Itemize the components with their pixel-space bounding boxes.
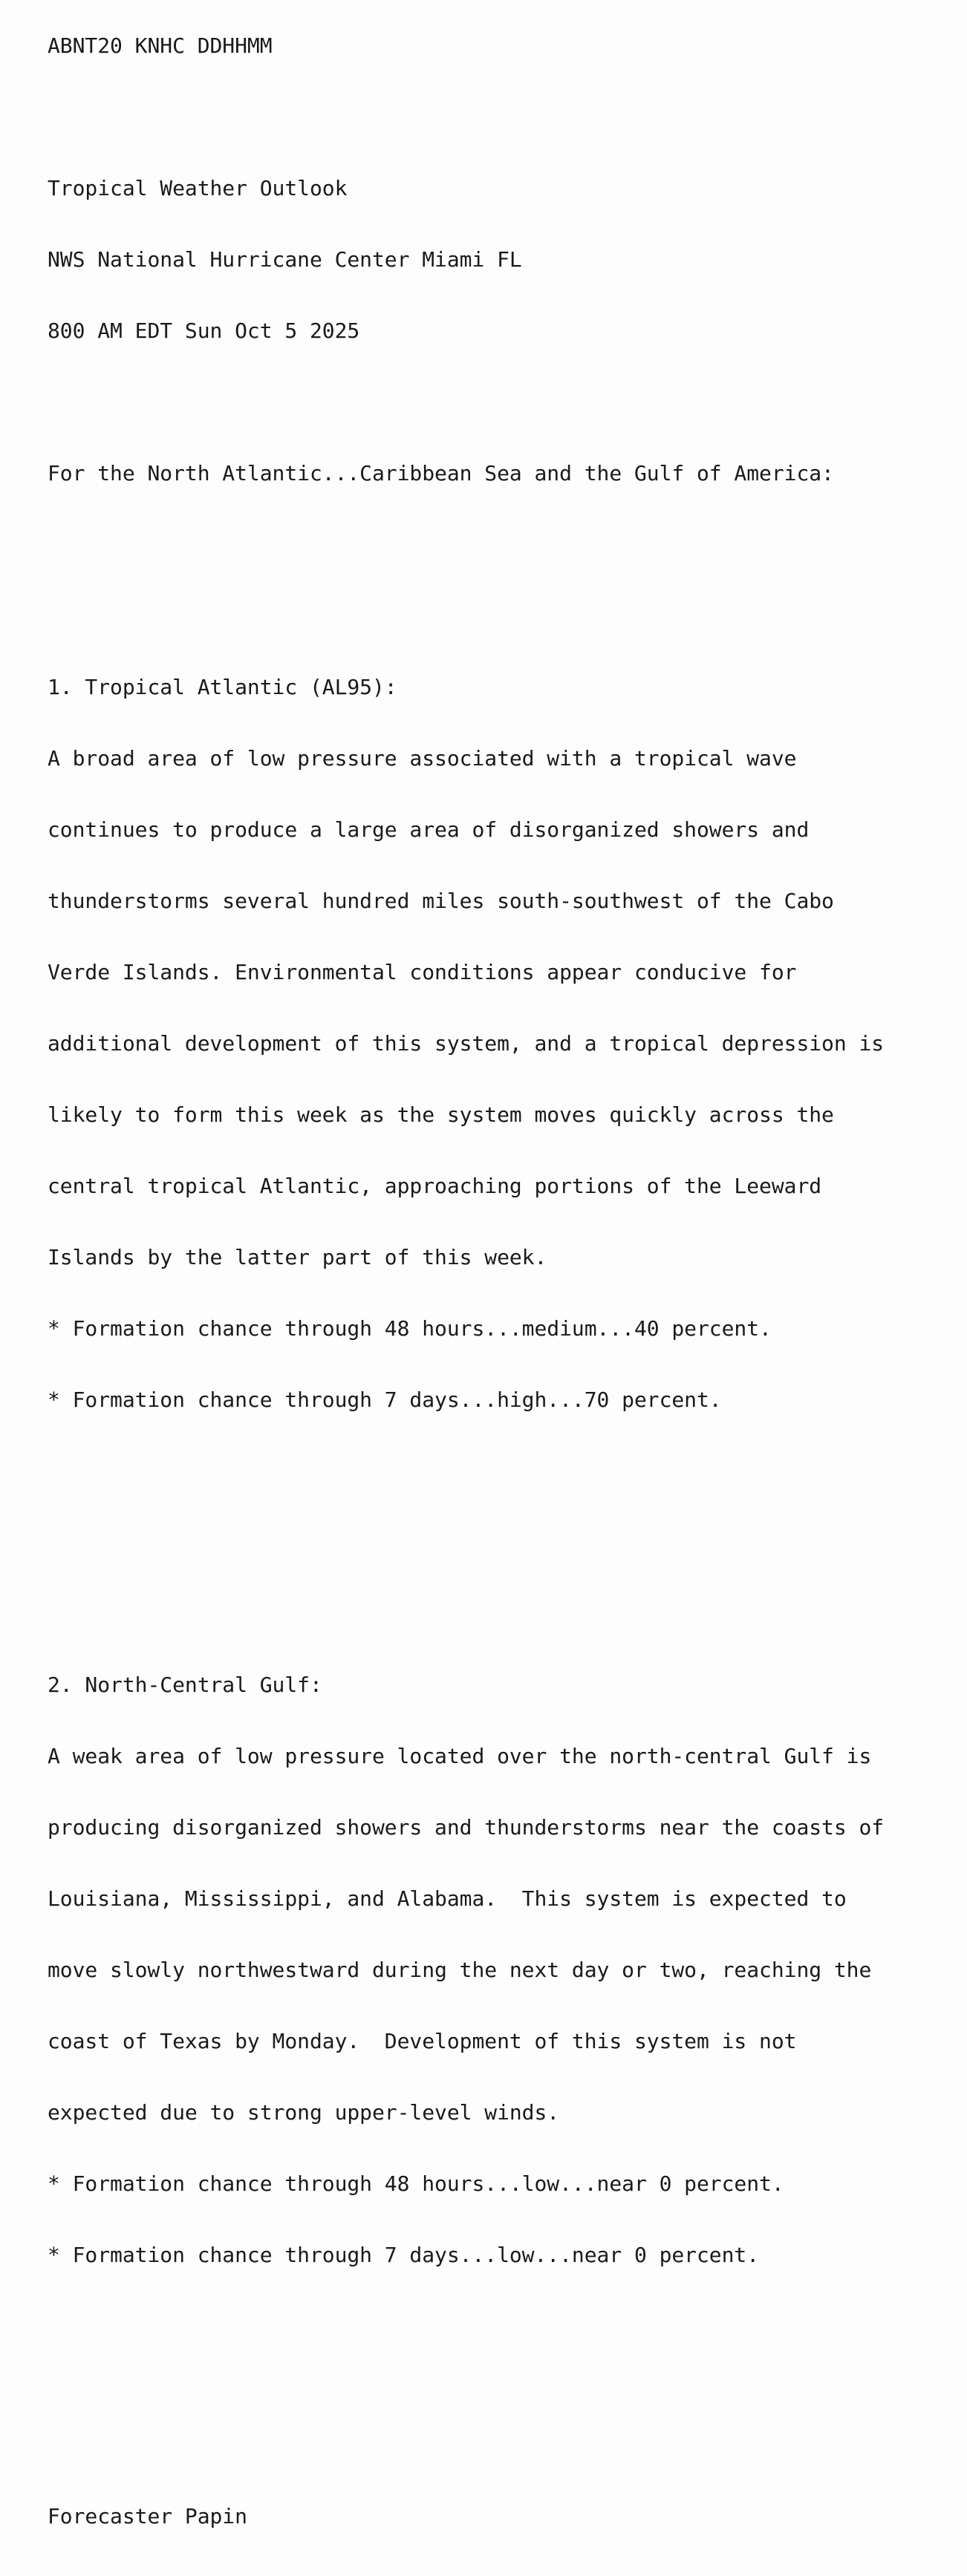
blank-line bbox=[48, 533, 884, 557]
discussion-line: Islands by the latter part of this week. bbox=[48, 1245, 547, 1269]
discussion-line: central tropical Atlantic, approaching portions of the Leeward bbox=[48, 1174, 822, 1198]
blank-line bbox=[48, 1531, 884, 1555]
formation-chance-48h: * Formation chance through 48 hours...low...near 0 percent. bbox=[48, 2171, 784, 2196]
issuing-office: NWS National Hurricane Center Miami FL bbox=[48, 247, 522, 272]
system-heading: 1. Tropical Atlantic (AL95): bbox=[48, 675, 397, 699]
discussion-line: thunderstorms several hundred miles south-southwest of the Cabo bbox=[48, 889, 834, 913]
discussion-line: additional development of this system, and a tropical depression is bbox=[48, 1031, 885, 1056]
discussion-line: Louisiana, Mississippi, and Alabama. This system is expected to bbox=[48, 1886, 847, 1911]
discussion-line: A weak area of low pressure located over the north-central Gulf is bbox=[48, 1744, 872, 1768]
basin-intro: For the North Atlantic...Caribbean Sea and the Gulf of America: bbox=[48, 461, 834, 486]
formation-chance-7d: * Formation chance through 7 days...high...70 percent. bbox=[48, 1387, 722, 1412]
discussion-line: producing disorganized showers and thunderstorms near the coasts of bbox=[48, 1815, 885, 1840]
issue-time: 800 AM EDT Sun Oct 5 2025 bbox=[48, 318, 360, 343]
discussion-line: move slowly northwestward during the next day or two, reaching the bbox=[48, 1958, 872, 1982]
formation-chance-7d: * Formation chance through 7 days...low...near 0 percent. bbox=[48, 2243, 760, 2267]
discussion-line: Verde Islands. Environmental conditions appear conducive for bbox=[48, 960, 797, 984]
blank-lines bbox=[48, 2386, 884, 2457]
forecaster-signature: Forecaster Papin bbox=[48, 2504, 247, 2528]
product-title: Tropical Weather Outlook bbox=[48, 176, 348, 200]
blank-line bbox=[48, 105, 884, 129]
discussion-line: expected due to strong upper-level winds. bbox=[48, 2100, 560, 2125]
discussion-line: continues to produce a large area of disorganized showers and bbox=[48, 817, 810, 842]
system-1-section bbox=[48, 628, 884, 1459]
system-heading: 2. North-Central Gulf: bbox=[48, 1673, 322, 1697]
blank-line bbox=[48, 390, 884, 414]
formation-chance-48h: * Formation chance through 48 hours...medium...40 percent. bbox=[48, 1316, 772, 1341]
discussion-line: A broad area of low pressure associated with a tropical wave bbox=[48, 746, 797, 771]
discussion-line: likely to form this week as the system moves quickly across the bbox=[48, 1102, 834, 1127]
discussion-line: coast of Texas by Monday. Development of this system is not bbox=[48, 2029, 797, 2053]
system-2-section bbox=[48, 1626, 884, 2315]
wmo-header-line: ABNT20 KNHC DDHHMM bbox=[48, 33, 273, 58]
outlook-text bbox=[48, 0, 884, 2576]
